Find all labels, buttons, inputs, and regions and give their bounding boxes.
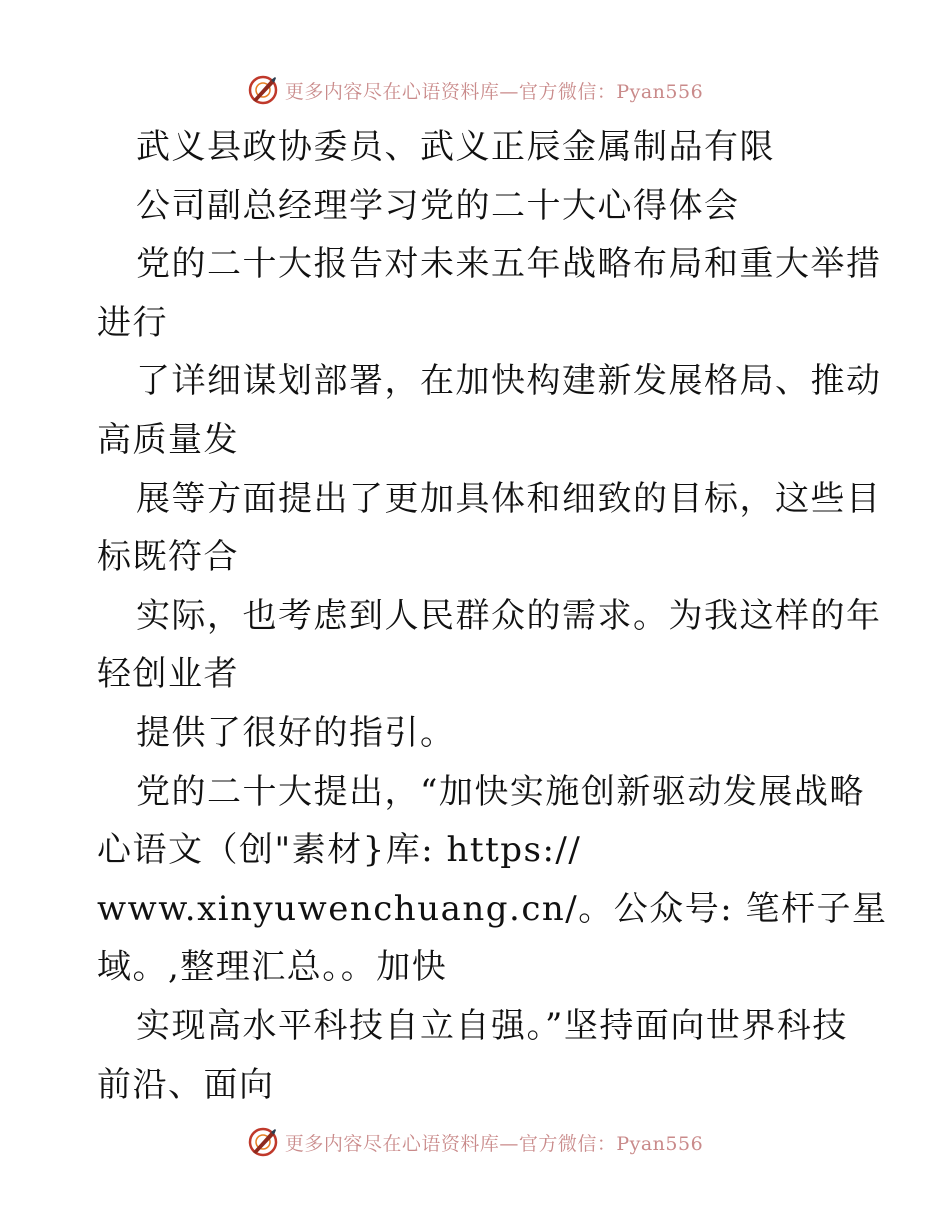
footer-banner-text: 更多内容尽在心语资料库—官方微信：Pyan556 bbox=[284, 1132, 704, 1155]
paragraph-line: 提供了很好的指引。 bbox=[136, 712, 456, 753]
paragraph-line: 展等方面提出了更加具体和细致的目标，这些目 bbox=[136, 478, 882, 519]
paragraph-line: 前沿、面向 bbox=[97, 1064, 275, 1105]
paragraph-line: 了详细谋划部署，在加快构建新发展格局、推动 bbox=[136, 361, 882, 402]
paragraph-line: 标既符合 bbox=[97, 537, 239, 578]
paragraph-line: www.xinyuwenchuang.cn/。公众号: 笔杆子星 bbox=[97, 888, 888, 929]
paragraph-line: 域。,整理汇总。。加快 bbox=[97, 947, 448, 988]
header-banner-text: 更多内容尽在心语资料库—官方微信：Pyan556 bbox=[284, 80, 704, 103]
paragraph-line: 实现高水平科技自立自强。”坚持面向世界科技 bbox=[136, 1005, 848, 1046]
paragraph-line: 进行 bbox=[97, 302, 168, 343]
pen-logo-icon bbox=[247, 74, 279, 106]
document-body bbox=[97, 118, 888, 1114]
header-banner bbox=[0, 70, 950, 110]
title-line-2: 公司副总经理学习党的二十大心得体会 bbox=[136, 185, 740, 226]
pen-logo-icon bbox=[247, 1126, 279, 1158]
title-line-1: 武义县政协委员、武义正辰金属制品有限 bbox=[136, 127, 775, 167]
paragraph-line: 轻创业者 bbox=[97, 654, 239, 695]
paragraph-line: 党的二十大提出，“加快实施创新驱动发展战略 bbox=[136, 771, 865, 812]
paragraph-line: 实际，也考虑到人民群众的需求。为我这样的年 bbox=[136, 595, 882, 636]
paragraph-line: 心语文（创"素材}库: https:// bbox=[97, 830, 582, 871]
paragraph-line: 党的二十大报告对未来五年战略布局和重大举措 bbox=[136, 244, 882, 285]
paragraph-line: 高质量发 bbox=[97, 419, 239, 460]
footer-banner bbox=[0, 1122, 950, 1162]
